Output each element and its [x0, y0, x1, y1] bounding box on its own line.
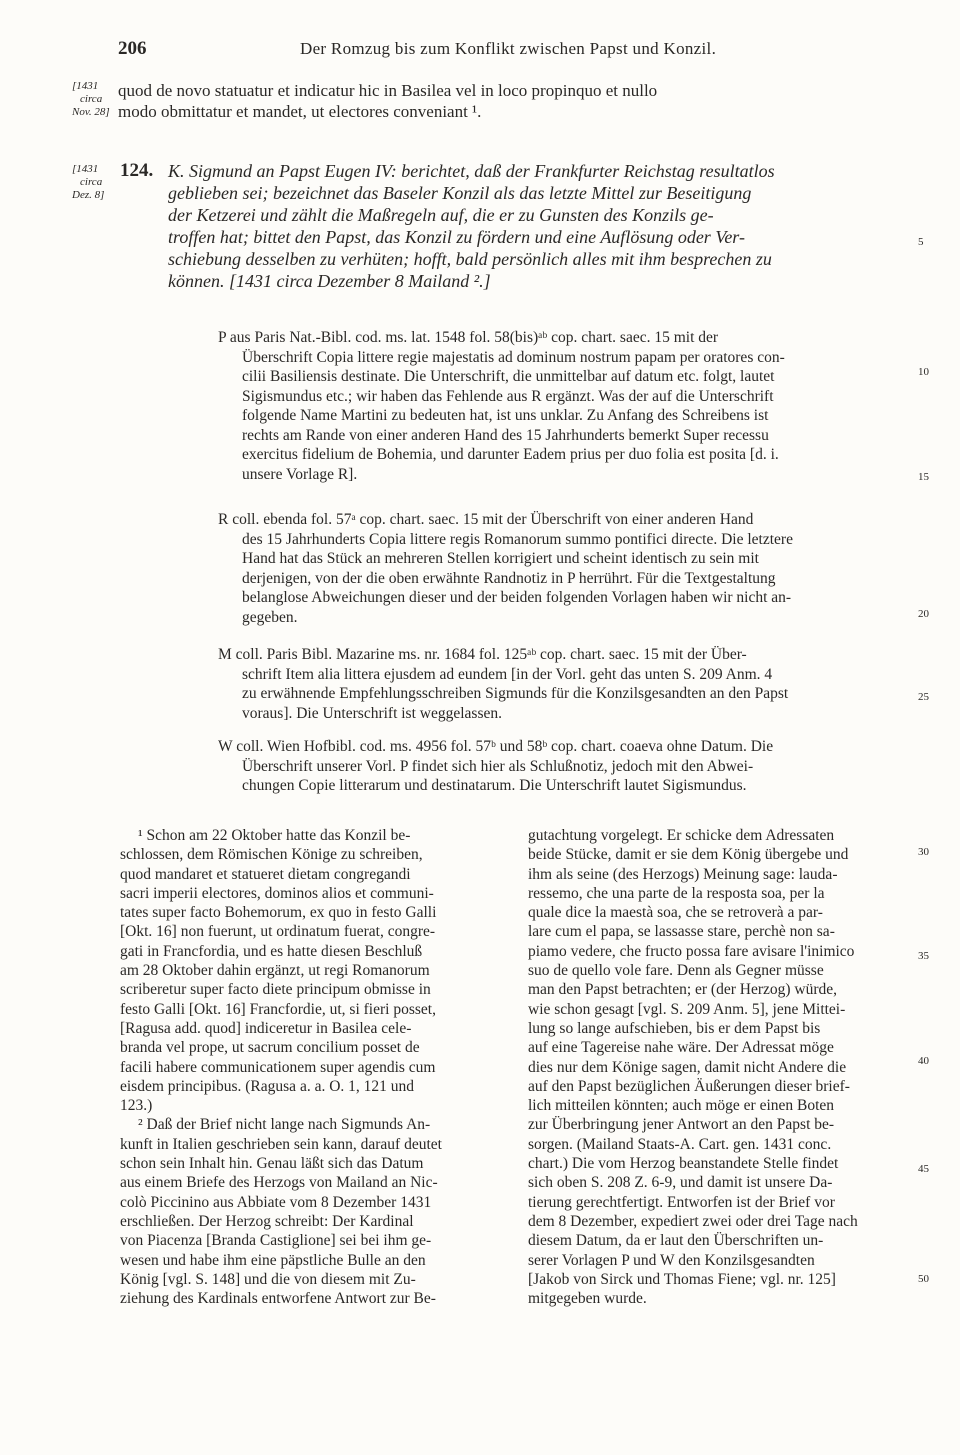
apparatus-source-w: W coll. Wien Hofbibl. cod. ms. 4956 fol. 57ᵇ und 58ᵇ cop. chart. coaeva ohne Datum. Die Überschrift unserer Vorl. P findet sich hier als Schlußnotiz, jedoch mit den Abwei- chungen Copie litterarum und destinatarum. Die Unterschrift lautet Sigismundus. [218, 738, 774, 794]
footnote-line: chart.) Die vom Herzog beanstandete Stelle findet [528, 1155, 839, 1173]
line-number: 40 [918, 1055, 929, 1067]
running-title: Der Romzug bis zum Konflikt zwischen Papst und Konzil. [300, 39, 717, 58]
footnote-line: ² Daß der Brief nicht lange nach Sigmunds An- [138, 1116, 431, 1134]
text-line: modo obmittatur et mandet, ut electores conveniant ¹. [118, 102, 482, 121]
footnote-line: gutachtung vorgelegt. Er schicke dem Adressaten [528, 827, 835, 844]
footnotes-right-column [528, 826, 908, 1308]
regest-line: der Ketzerei und zählt die Maßregeln auf, die er zu Gunsten des Konzils ge- [168, 205, 714, 225]
line-number: 35 [918, 950, 929, 962]
page-header [0, 38, 960, 62]
apparatus-source-r: R coll. ebenda fol. 57ᵃ cop. chart. saec. 15 mit der Überschrift von einer anderen Hand des 15 Jahrhunderts Copia littere regis Romanorum summo pontifici directe. Die letztere Hand hat das Stück an mehreren Stellen korrigiert und scheint identisch zu sein mit derjenigen, von der die oben erwähnte Randnotiz in P herrührt. Für die Textgestaltung belanglose Abweichungen dieser und der beiden folgenden Vorlagen haben wir nicht an- gegeben. [218, 511, 793, 626]
footnote-line: beide Stücke, damit er sie dem König übergebe und [528, 846, 849, 864]
footnote-line: serer Vorlagen P und W den Konzilsgesandten [528, 1251, 815, 1269]
entry-regest [168, 160, 775, 292]
line-number: 50 [918, 1273, 929, 1285]
footnote-line: tates super facto Bohemorum, ex quo in festo Galli [120, 904, 437, 922]
footnote-line: kunft in Italien geschrieben sein kann, darauf deutet [120, 1135, 442, 1153]
footnote-line: ihm als seine (des Herzogs) Meinung sage: lauda- [528, 865, 838, 883]
regest-line: K. Sigmund an Papst Eugen IV: berichtet, daß der Frankfurter Reichstag resultatlos [168, 161, 775, 181]
footnote-line: aus einem Briefe des Herzogs von Mailand an Nic- [120, 1174, 438, 1192]
footnote-line: wesen und habe ihm eine päpstliche Bulle an den [120, 1251, 426, 1269]
footnote-line: sorgen. (Mailand Staats-A. Cart. gen. 1431 conc. [528, 1135, 832, 1153]
entry-number: 124. [120, 160, 154, 181]
footnote-line: lich mitteilen könnten; auch möge er einen Boten [528, 1097, 835, 1115]
apparatus-source-m: M coll. Paris Bibl. Mazarine ms. nr. 1684 fol. 125ᵃᵇ cop. chart. saec. 15 mit der Über- schrift Item alia littera ejusdem ad eundem [in der Vorl. geht das unten S. 209 Anm. 4 zu erwähnende Empfehlungsschreiben Sigmunds für die Konzilsgesandten an den Papst voraus]. Die Unterschrift ist weggelassen. [218, 646, 789, 722]
footnote-line: dies nur dem Könige sagen, damit nicht Andere die [528, 1058, 847, 1076]
footnote-line: am 28 Oktober dahin ergänzt, ut regi Romanorum [120, 962, 430, 980]
continued-text [118, 80, 657, 122]
footnote-line: quod mandaret et statueret dietam congregandi [120, 865, 411, 883]
footnote-line: schlossen, dem Römischen Könige zu schreiben, [120, 846, 423, 864]
footnote-line: scriberetur super facto diete principum obmisse in [120, 981, 431, 999]
footnote-line: sich oben S. 208 Z. 6-9, und damit ist unsere Da- [528, 1174, 833, 1192]
footnote-line: lare cum el papa, se lassasse stare, perchè non sa- [528, 923, 835, 941]
footnote-line: piamo vedere, che fructo possa fare avisare l'inimico [528, 942, 855, 960]
footnote-line: König [vgl. S. 148] und die von diesem mit Zu- [120, 1270, 416, 1288]
footnote-line: auf den Papst bezüglichen Äußerungen dieser brief- [528, 1077, 850, 1095]
line-number: 30 [918, 846, 929, 858]
footnote-line: zur Überbringung jener Antwort an den Papst be- [528, 1116, 835, 1134]
footnote-line: erschließen. Der Herzog schreibt: Der Kardinal [120, 1212, 414, 1230]
footnote-line: auf eine Tagereise nahe wäre. Der Adressat möge [528, 1039, 834, 1057]
text-line: quod de novo statuatur et indicatur hic in Basilea vel in loco propinquo et nullo [118, 81, 658, 100]
footnote-line: schon sein Inhalt hin. Genau läßt sich das Datum [120, 1155, 424, 1173]
line-number: 15 [918, 471, 929, 483]
regest-line: troffen hat; bittet den Papst, das Konzil zu fördern und eine Auflösung oder Ver- [168, 227, 745, 247]
line-number: 10 [918, 366, 929, 378]
footnote-line: 123.) [120, 1097, 153, 1115]
footnote-line: festo Galli [Okt. 16] Francfordie, ut, si fieri posset, [120, 1000, 436, 1018]
footnote-line: mitgegeben wurde. [528, 1290, 647, 1308]
line-number: 5 [918, 236, 924, 248]
footnotes-left-column [120, 826, 500, 1308]
page-number: 206 [118, 38, 147, 59]
footnote-line: ¹ Schon am 22 Oktober hatte das Konzil be- [138, 827, 411, 844]
entry-margin-date-note: [1431 circa Dez. 8] [72, 163, 105, 201]
footnote-line: man den Papst betrachten; er (der Herzog) würde, [528, 981, 838, 999]
line-number: 20 [918, 608, 929, 620]
regest-line: geblieben sei; bezeichnet das Baseler Konzil als das letzte Mittel zur Beseitigung [168, 183, 752, 203]
footnote-line: sacri imperii electores, dominos alios et communi- [120, 884, 434, 902]
regest-line: schiebung desselben zu verhüten; hofft, bald persönlich alles mit ihm besprechen zu [168, 249, 772, 269]
footnote-line: lung so lange aufschieben, bis er dem Papst bis [528, 1019, 821, 1037]
footnote-line: eisdem principibus. (Ragusa a. a. O. 1, 121 und [120, 1077, 415, 1095]
footnote-line: [Okt. 16] non fuerunt, ut ordinatum fuerat, congre- [120, 923, 436, 941]
footnote-line: facili habere communicationem super agendis cum [120, 1058, 436, 1076]
footnote-line: tierung gerechtfertigt. Entworfen ist der Brief vor [528, 1193, 835, 1211]
footnote-line: ziehung des Kardinals entworfene Antwort zur Be- [120, 1290, 436, 1308]
footnote-line: [Jakob von Sirck und Thomas Fiene; vgl. nr. 125] [528, 1270, 836, 1288]
footnote-line: dem 8 Dezember, expediert zwei oder drei Tage nach [528, 1212, 858, 1230]
regest-line: können. [1431 circa Dezember 8 Mailand ².] [168, 271, 491, 291]
apparatus-source-p: P aus Paris Nat.-Bibl. cod. ms. lat. 1548 fol. 58(bis)ᵃᵇ cop. chart. saec. 15 mit der Überschrift Copia littere regie majestatis ad dominum nostrum papam per oratores con- cilii Basiliensis destinate. Die Unterschrift, die unmittelbar auf datum etc. folgt, lautet Sigismundus etc.; wir haben das Fehlende aus R ergänzt. Was der auf die Unterschrift folgende Name Martini zu bedeuten hat, ist uns unklar. Zu Anfang des Schreibens ist rechts am Rande von einer anderen Hand des 15 Jahrhunderts bemerkt Super recessu exercitus fidelium de Bohemia, und darunter Eadem prius per duo folia est posita [d. i. unsere Vorlage R]. [218, 329, 785, 483]
footnote-line: von Piacenza [Branda Castiglione] sei bei ihm ge- [120, 1232, 432, 1250]
footnote-line: ressemo, che una parte de la resposta soa, per la [528, 884, 825, 902]
footnote-line: suo de quello vole fare. Denn als Gegner müsse [528, 962, 824, 980]
line-number: 45 [918, 1163, 929, 1175]
footnote-line: gati in Francfordia, und es hatte diesen Beschluß [120, 942, 423, 960]
footnote-line: [Ragusa add. quod] indiceretur in Basilea cele- [120, 1019, 412, 1037]
footnote-line: quale dice la maestà soa, che se retroverà a par- [528, 904, 823, 922]
footnote-line: diesem Datum, da er laut den Überschriften un- [528, 1232, 824, 1250]
top-margin-date-note: [1431 circa Nov. 28] [72, 80, 110, 118]
line-number: 25 [918, 691, 929, 703]
footnote-line: wie schon gesagt [vgl. S. 209 Anm. 5], jene Mittei- [528, 1000, 846, 1018]
footnote-line: branda vel prope, ut sacrum concilium posset de [120, 1039, 420, 1057]
footnote-line: colò Piccinino aus Abbiate vom 8 Dezember 1431 [120, 1193, 432, 1211]
